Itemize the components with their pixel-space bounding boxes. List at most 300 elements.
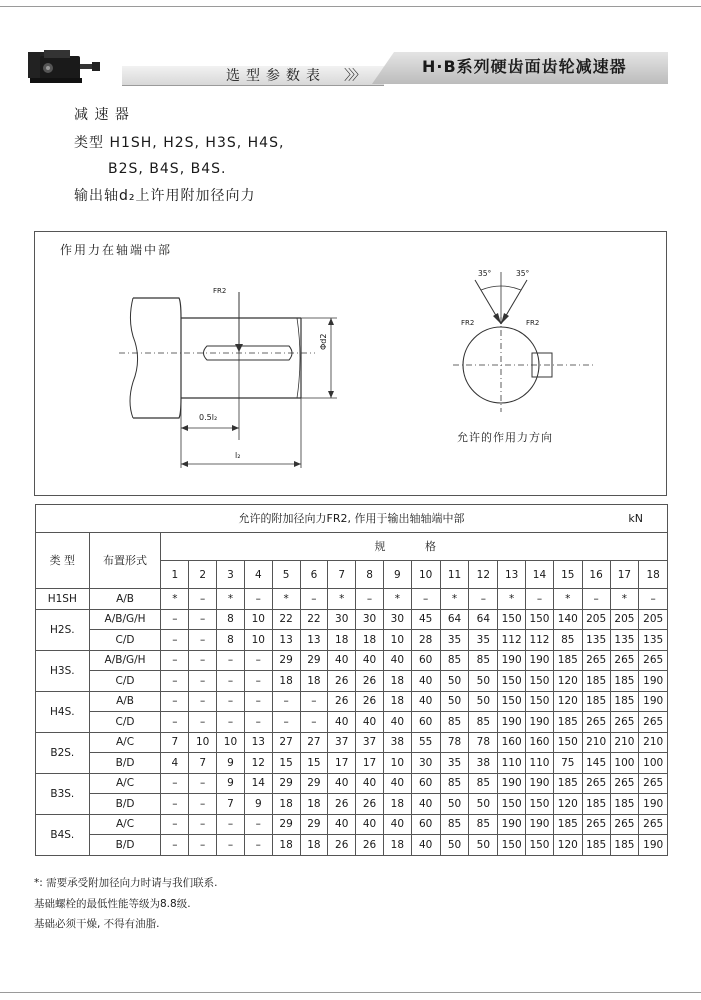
value-cell: – (217, 814, 245, 835)
value-cell: 265 (639, 773, 668, 794)
table-row (36, 691, 668, 712)
value-cell: 150 (526, 609, 554, 630)
value-cell: 150 (526, 794, 554, 815)
value-cell: 50 (469, 835, 498, 856)
value-cell: 190 (639, 794, 668, 815)
table-unit: kN (628, 512, 643, 525)
value-cell: 185 (582, 671, 610, 692)
size-header-10: 10 (411, 561, 440, 589)
value-cell: 18 (300, 671, 328, 692)
table-row (36, 753, 668, 774)
table-row (36, 712, 668, 733)
value-cell: 40 (383, 712, 411, 733)
size-header-16: 16 (582, 561, 610, 589)
diagram-box (34, 231, 667, 496)
value-cell: 85 (469, 712, 498, 733)
value-cell: * (498, 589, 526, 610)
value-cell: 29 (272, 650, 300, 671)
value-cell: 110 (526, 753, 554, 774)
value-cell: – (161, 835, 189, 856)
intro-force-line: 输出轴d₂上许用附加径向力 (74, 188, 256, 204)
value-cell: 112 (498, 630, 526, 651)
column-header-spec: 规 格 (161, 533, 668, 561)
value-cell: 26 (328, 691, 356, 712)
value-cell: – (244, 650, 272, 671)
value-cell: 40 (328, 814, 356, 835)
value-cell: 60 (411, 814, 440, 835)
value-cell: 50 (469, 671, 498, 692)
value-cell: 38 (469, 753, 498, 774)
value-cell: 64 (469, 609, 498, 630)
value-cell: – (161, 609, 189, 630)
value-cell: 60 (411, 712, 440, 733)
value-cell: 265 (639, 814, 668, 835)
table-row (36, 671, 668, 692)
angle-left-label: 35° (478, 269, 492, 278)
page-header (0, 0, 701, 100)
type-cell: H4S. (36, 691, 90, 732)
size-header-9: 9 (383, 561, 411, 589)
value-cell: 40 (356, 814, 384, 835)
size-header-1: 1 (161, 561, 189, 589)
value-cell: 10 (217, 732, 245, 753)
value-cell: 150 (526, 691, 554, 712)
value-cell: 120 (553, 794, 582, 815)
value-cell: – (217, 650, 245, 671)
value-cell: 190 (498, 650, 526, 671)
value-cell: 40 (356, 650, 384, 671)
value-cell: 190 (639, 691, 668, 712)
table-title: 允许的附加径向力FR2, 作用于输出轴轴端中部 (238, 511, 465, 525)
value-cell: – (272, 712, 300, 733)
value-cell: – (189, 630, 217, 651)
value-cell: – (526, 589, 554, 610)
arrangement-cell: A/B/G/H (89, 650, 161, 671)
type-cell: B4S. (36, 814, 90, 855)
value-cell: 40 (328, 650, 356, 671)
value-cell: 190 (498, 814, 526, 835)
arrangement-cell: C/D (89, 630, 161, 651)
value-cell: – (161, 712, 189, 733)
value-cell: 18 (300, 794, 328, 815)
value-cell: 4 (161, 753, 189, 774)
value-cell: 30 (383, 609, 411, 630)
size-header-6: 6 (300, 561, 328, 589)
half-length-label: 0.5l₂ (199, 413, 218, 422)
value-cell: – (244, 671, 272, 692)
value-cell: 110 (498, 753, 526, 774)
value-cell: 185 (582, 794, 610, 815)
value-cell: 50 (469, 794, 498, 815)
size-header-3: 3 (217, 561, 245, 589)
value-cell: 26 (356, 671, 384, 692)
value-cell: 10 (244, 609, 272, 630)
value-cell: – (272, 691, 300, 712)
value-cell: – (189, 814, 217, 835)
value-cell: 265 (582, 712, 610, 733)
type-cell: H2S. (36, 609, 90, 650)
value-cell: 26 (356, 835, 384, 856)
value-cell: – (161, 691, 189, 712)
value-cell: 205 (639, 609, 668, 630)
arrangement-cell: B/D (89, 835, 161, 856)
value-cell: 265 (582, 814, 610, 835)
value-cell: 50 (440, 691, 469, 712)
value-cell: 265 (582, 773, 610, 794)
size-header-8: 8 (356, 561, 384, 589)
type-cell: B3S. (36, 773, 90, 814)
value-cell: 190 (639, 835, 668, 856)
value-cell: 26 (328, 794, 356, 815)
value-cell: 210 (582, 732, 610, 753)
value-cell: 29 (272, 814, 300, 835)
diagram-title: 作用力在轴端中部 (60, 243, 173, 257)
value-cell: 185 (582, 835, 610, 856)
arrangement-cell: A/B (89, 691, 161, 712)
intro-heading: 减 速 器 (74, 107, 130, 123)
value-cell: – (244, 589, 272, 610)
value-cell: 10 (189, 732, 217, 753)
value-cell: 14 (244, 773, 272, 794)
size-header-5: 5 (272, 561, 300, 589)
value-cell: 10 (383, 753, 411, 774)
size-header-4: 4 (244, 561, 272, 589)
value-cell: 13 (272, 630, 300, 651)
value-cell: 85 (440, 650, 469, 671)
value-cell: 185 (582, 691, 610, 712)
arrangement-cell: A/B (89, 589, 161, 610)
table-row (36, 732, 668, 753)
value-cell: * (383, 589, 411, 610)
value-cell: 210 (610, 732, 639, 753)
value-cell: 185 (553, 773, 582, 794)
value-cell: 30 (356, 609, 384, 630)
size-header-14: 14 (526, 561, 554, 589)
arrangement-cell: C/D (89, 671, 161, 692)
value-cell: 40 (383, 650, 411, 671)
type-cell: H3S. (36, 650, 90, 691)
value-cell: 37 (328, 732, 356, 753)
size-header-13: 13 (498, 561, 526, 589)
arrangement-cell: A/C (89, 732, 161, 753)
table-row (36, 814, 668, 835)
value-cell: – (469, 589, 498, 610)
value-cell: 135 (610, 630, 639, 651)
value-cell: – (161, 650, 189, 671)
value-cell: * (272, 589, 300, 610)
value-cell: 29 (300, 814, 328, 835)
value-cell: 50 (469, 691, 498, 712)
value-cell: – (244, 712, 272, 733)
value-cell: – (161, 773, 189, 794)
size-header-15: 15 (553, 561, 582, 589)
value-cell: 27 (272, 732, 300, 753)
value-cell: 210 (639, 732, 668, 753)
value-cell: 185 (610, 835, 639, 856)
value-cell: 50 (440, 671, 469, 692)
value-cell: 145 (582, 753, 610, 774)
value-cell: 50 (440, 794, 469, 815)
type-cell: B2S. (36, 732, 90, 773)
table-row (36, 589, 668, 610)
value-cell: 205 (582, 609, 610, 630)
brand-title: H·B系列硬齿面齿轮减速器 (422, 57, 627, 76)
value-cell: 40 (356, 712, 384, 733)
value-cell: 13 (244, 732, 272, 753)
selection-title: 选型参数表 (226, 68, 326, 84)
value-cell: 18 (272, 835, 300, 856)
value-cell: 18 (383, 671, 411, 692)
value-cell: – (639, 589, 668, 610)
value-cell: 185 (553, 650, 582, 671)
value-cell: – (411, 589, 440, 610)
value-cell: 10 (383, 630, 411, 651)
value-cell: 35 (469, 630, 498, 651)
value-cell: – (582, 589, 610, 610)
force-label: FR2 (213, 287, 227, 295)
bottom-rule (0, 992, 701, 993)
value-cell: 26 (328, 671, 356, 692)
value-cell: 40 (411, 671, 440, 692)
value-cell: 150 (498, 609, 526, 630)
value-cell: 120 (553, 835, 582, 856)
arrangement-cell: A/C (89, 814, 161, 835)
value-cell: 50 (440, 835, 469, 856)
value-cell: 40 (383, 773, 411, 794)
value-cell: 40 (411, 691, 440, 712)
value-cell: 30 (328, 609, 356, 630)
value-cell: 85 (469, 650, 498, 671)
table-row (36, 630, 668, 651)
value-cell: 7 (189, 753, 217, 774)
arrangement-cell: A/B/G/H (89, 609, 161, 630)
value-cell: 12 (244, 753, 272, 774)
force-left-label: FR2 (461, 319, 475, 327)
value-cell: 40 (411, 794, 440, 815)
size-header-12: 12 (469, 561, 498, 589)
value-cell: 190 (498, 773, 526, 794)
value-cell: 190 (498, 712, 526, 733)
value-cell: 190 (526, 650, 554, 671)
shaft-diagram (35, 232, 666, 495)
value-cell: 18 (328, 630, 356, 651)
force-right-label: FR2 (526, 319, 540, 327)
value-cell: – (217, 691, 245, 712)
value-cell: 85 (469, 814, 498, 835)
value-cell: 160 (526, 732, 554, 753)
note-bolt-grade: 基础螺栓的最低性能等级为8.8级. (34, 898, 191, 910)
table-row (36, 773, 668, 794)
value-cell: 185 (553, 814, 582, 835)
value-cell: 26 (356, 794, 384, 815)
value-cell: 7 (161, 732, 189, 753)
size-header-2: 2 (189, 561, 217, 589)
gear-reducer-logo-icon (26, 46, 102, 86)
value-cell: 8 (217, 630, 245, 651)
value-cell: 205 (610, 609, 639, 630)
radial-force-table (35, 504, 668, 856)
value-cell: 9 (217, 773, 245, 794)
arrangement-cell: B/D (89, 753, 161, 774)
arrangement-cell: C/D (89, 712, 161, 733)
table-row (36, 609, 668, 630)
value-cell: 29 (300, 773, 328, 794)
value-cell: – (189, 650, 217, 671)
value-cell: * (217, 589, 245, 610)
diameter-label: Φd2 (319, 333, 328, 350)
value-cell: – (161, 814, 189, 835)
value-cell: 18 (356, 630, 384, 651)
value-cell: 100 (639, 753, 668, 774)
value-cell: – (300, 589, 328, 610)
value-cell: * (610, 589, 639, 610)
intro-types-line-2: B2S, B4S, B4S. (108, 161, 227, 177)
value-cell: * (553, 589, 582, 610)
value-cell: 26 (328, 835, 356, 856)
column-header-arrangement: 布置形式 (89, 533, 161, 589)
value-cell: 140 (553, 609, 582, 630)
value-cell: 29 (272, 773, 300, 794)
value-cell: 18 (383, 691, 411, 712)
direction-caption: 允许的作用力方向 (457, 431, 553, 444)
value-cell: – (217, 671, 245, 692)
value-cell: 150 (553, 732, 582, 753)
value-cell: 40 (328, 712, 356, 733)
value-cell: 150 (526, 835, 554, 856)
value-cell: 22 (300, 609, 328, 630)
value-cell: 17 (356, 753, 384, 774)
value-cell: 22 (272, 609, 300, 630)
value-cell: 38 (383, 732, 411, 753)
value-cell: 15 (272, 753, 300, 774)
value-cell: 13 (300, 630, 328, 651)
value-cell: – (244, 814, 272, 835)
value-cell: 78 (469, 732, 498, 753)
intro-types-line: 类型 H1SH, H2S, H3S, H4S, (74, 135, 285, 151)
value-cell: – (300, 712, 328, 733)
value-cell: 28 (411, 630, 440, 651)
value-cell: 17 (328, 753, 356, 774)
chevron-right-icon: 〉〉〉 (344, 68, 363, 84)
value-cell: – (217, 835, 245, 856)
value-cell: 185 (610, 691, 639, 712)
value-cell: 150 (526, 671, 554, 692)
table-row (36, 835, 668, 856)
value-cell: 60 (411, 650, 440, 671)
value-cell: – (161, 671, 189, 692)
note-foundation: 基础必须干燥, 不得有油脂. (34, 918, 160, 930)
value-cell: 35 (440, 753, 469, 774)
value-cell: 30 (411, 753, 440, 774)
value-cell: 265 (610, 650, 639, 671)
value-cell: 85 (440, 814, 469, 835)
size-header-17: 17 (610, 561, 639, 589)
value-cell: 135 (582, 630, 610, 651)
value-cell: 185 (610, 671, 639, 692)
note-asterisk: *: 需要承受附加径向力时请与我们联系. (34, 877, 218, 889)
value-cell: 265 (582, 650, 610, 671)
value-cell: 40 (411, 835, 440, 856)
value-cell: 85 (440, 773, 469, 794)
value-cell: – (217, 712, 245, 733)
value-cell: 18 (383, 794, 411, 815)
size-header-7: 7 (328, 561, 356, 589)
value-cell: – (189, 589, 217, 610)
value-cell: – (189, 773, 217, 794)
value-cell: – (300, 691, 328, 712)
value-cell: – (244, 691, 272, 712)
value-cell: 265 (610, 773, 639, 794)
value-cell: 7 (217, 794, 245, 815)
value-cell: 150 (498, 794, 526, 815)
value-cell: 64 (440, 609, 469, 630)
value-cell: 85 (469, 773, 498, 794)
value-cell: 75 (553, 753, 582, 774)
value-cell: 190 (639, 671, 668, 692)
value-cell: 265 (639, 712, 668, 733)
column-header-type: 类 型 (36, 533, 90, 589)
value-cell: 26 (356, 691, 384, 712)
type-cell: H1SH (36, 589, 90, 610)
value-cell: 85 (440, 712, 469, 733)
length-label: l₂ (235, 451, 241, 460)
value-cell: 40 (356, 773, 384, 794)
value-cell: – (356, 589, 384, 610)
value-cell: 265 (610, 712, 639, 733)
value-cell: 150 (498, 691, 526, 712)
value-cell: 185 (610, 794, 639, 815)
arrangement-cell: B/D (89, 794, 161, 815)
value-cell: 78 (440, 732, 469, 753)
value-cell: 100 (610, 753, 639, 774)
size-header-11: 11 (440, 561, 469, 589)
value-cell: 18 (383, 835, 411, 856)
value-cell: 85 (553, 630, 582, 651)
value-cell: 120 (553, 671, 582, 692)
value-cell: – (189, 835, 217, 856)
value-cell: 40 (328, 773, 356, 794)
value-cell: 150 (498, 671, 526, 692)
value-cell: 55 (411, 732, 440, 753)
value-cell: 29 (300, 650, 328, 671)
value-cell: 8 (217, 609, 245, 630)
value-cell: – (189, 794, 217, 815)
value-cell: – (189, 671, 217, 692)
value-cell: 18 (272, 671, 300, 692)
value-cell: 265 (610, 814, 639, 835)
table-row (36, 650, 668, 671)
value-cell: – (161, 630, 189, 651)
value-cell: – (189, 712, 217, 733)
value-cell: – (189, 609, 217, 630)
value-cell: 27 (300, 732, 328, 753)
angle-right-label: 35° (516, 269, 530, 278)
value-cell: 150 (498, 835, 526, 856)
value-cell: 9 (244, 794, 272, 815)
value-cell: 120 (553, 691, 582, 712)
table-row (36, 794, 668, 815)
value-cell: 45 (411, 609, 440, 630)
value-cell: – (189, 691, 217, 712)
value-cell: 18 (272, 794, 300, 815)
arrangement-cell: A/C (89, 773, 161, 794)
value-cell: * (328, 589, 356, 610)
value-cell: 10 (244, 630, 272, 651)
value-cell: 190 (526, 773, 554, 794)
value-cell: 160 (498, 732, 526, 753)
value-cell: 135 (639, 630, 668, 651)
value-cell: 265 (639, 650, 668, 671)
